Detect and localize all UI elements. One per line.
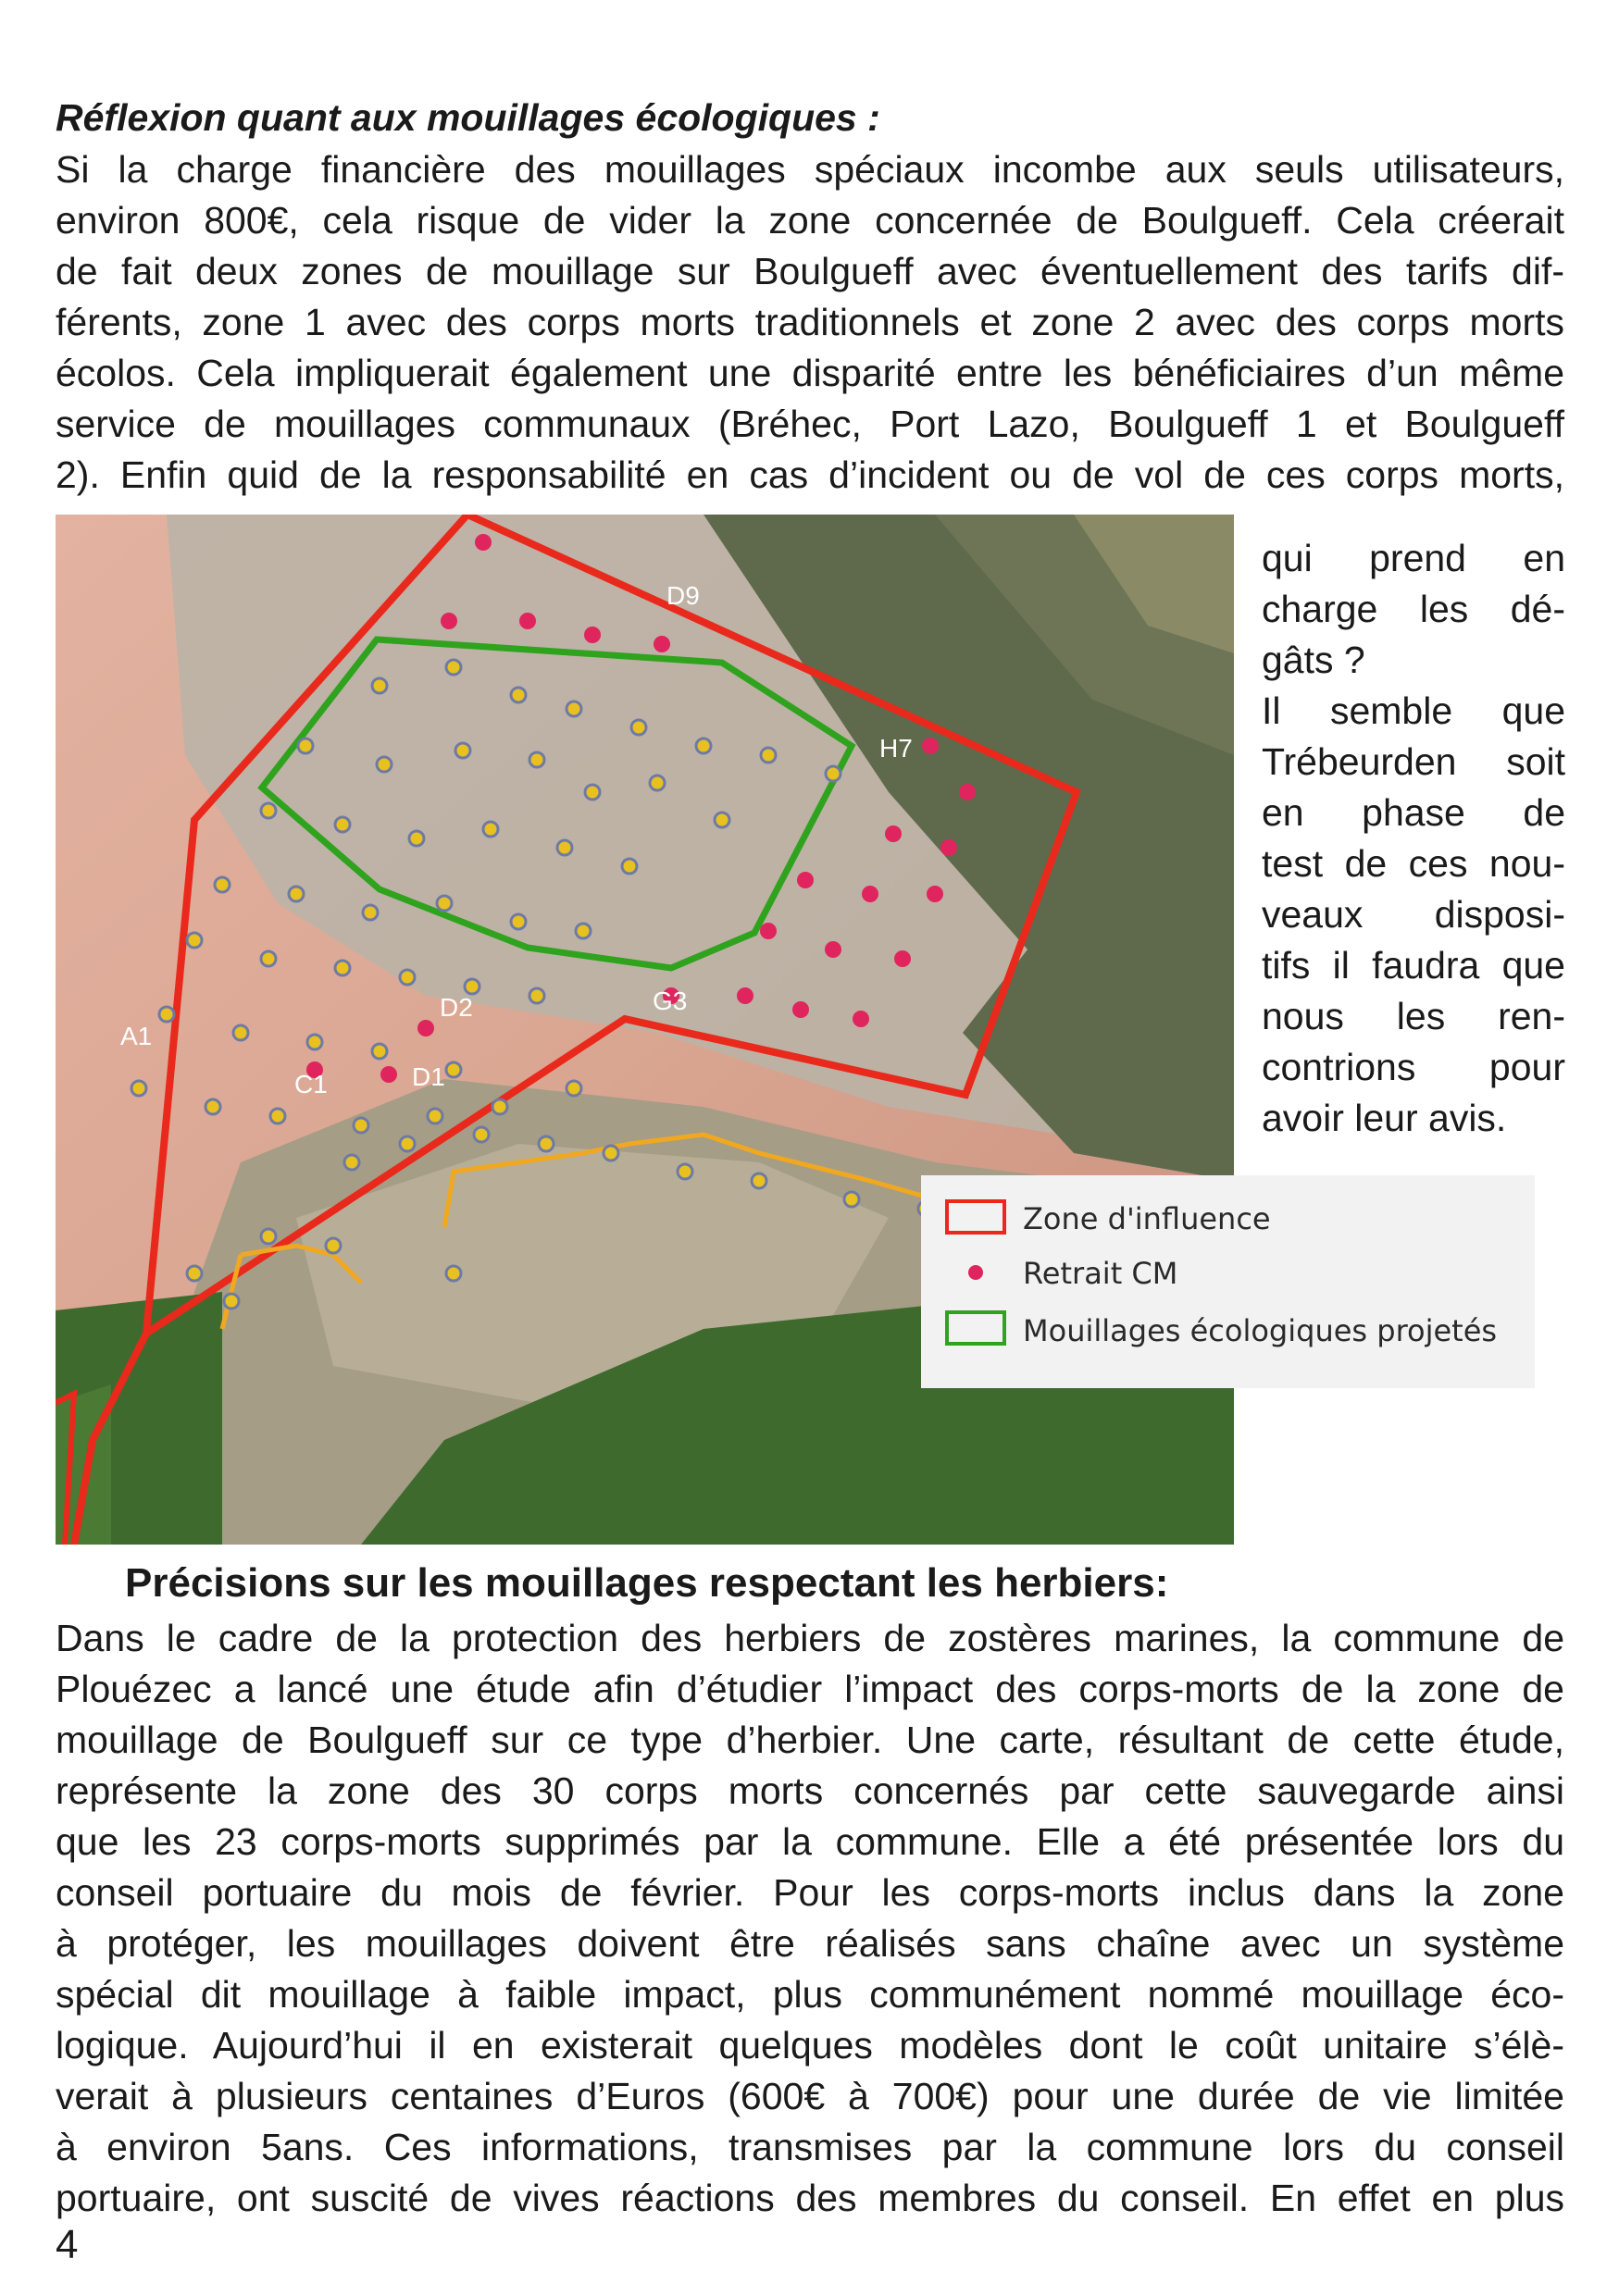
retrait-marker <box>380 1066 397 1083</box>
retrait-marker <box>862 886 878 902</box>
section-heading-ecological-moorings: Réflexion quant aux mouillages écologiques : <box>56 96 880 139</box>
retrait-marker <box>922 738 939 754</box>
retrait-marker <box>797 872 814 888</box>
retrait-marker <box>825 941 841 958</box>
mooring-buoy-marker <box>187 1266 202 1281</box>
mooring-buoy-marker <box>344 1155 359 1170</box>
legend-retrait-swatch <box>968 1265 983 1280</box>
paragraph-line: portuaire, ont suscité de vives réactions des membres du conseil. En effet en plus <box>56 2177 1564 2219</box>
mooring-buoy-marker <box>465 979 479 994</box>
mooring-buoy-marker <box>696 738 711 753</box>
paragraph-line: verait à plusieurs centaines d’Euros (600€ à 700€) pour une durée de vie limitée <box>56 2075 1564 2117</box>
mooring-buoy-marker <box>567 701 581 716</box>
side-text-line: tifs il faudra que <box>1262 944 1565 987</box>
mooring-buoy-marker <box>446 1062 461 1077</box>
paragraph-line: que les 23 corps-morts supprimés par la commune. Elle a été présentée lors du <box>56 1820 1564 1863</box>
mooring-buoy-marker <box>474 1127 489 1142</box>
mooring-buoy-marker <box>567 1081 581 1096</box>
mooring-buoy-marker <box>631 720 646 735</box>
mooring-buoy-marker <box>585 785 600 800</box>
paragraph-line: service de mouillages communaux (Bréhec, Port Lazo, Boulgueff 1 et Boulgueff <box>56 403 1564 445</box>
mooring-buoy-marker <box>261 951 276 966</box>
paragraph-line: environ 800€, cela risque de vider la zone concernée de Boulgueff. Cela créerait <box>56 199 1564 242</box>
map-label-h7: H7 <box>879 734 913 763</box>
mooring-buoy-marker <box>715 813 729 827</box>
page-number: 4 <box>56 2222 79 2267</box>
mooring-buoy-marker <box>215 877 230 892</box>
retrait-marker <box>737 987 753 1004</box>
mooring-buoy-marker <box>826 766 841 781</box>
mooring-buoy-marker <box>428 1109 442 1123</box>
mooring-buoy-marker <box>650 776 665 790</box>
retrait-marker <box>894 950 911 967</box>
mooring-buoy-marker <box>529 988 544 1003</box>
paragraph-line: Dans le cadre de la protection des herbiers de zostères marines, la commune de <box>56 1617 1564 1659</box>
mooring-buoy-marker <box>131 1081 146 1096</box>
side-text-line: avoir leur avis. <box>1262 1097 1507 1139</box>
mooring-buoy-marker <box>492 1099 507 1114</box>
mooring-buoy-marker <box>529 752 544 767</box>
mooring-buoy-marker <box>289 887 304 901</box>
mooring-buoy-marker <box>400 970 415 985</box>
paragraph-line: écolos. Cela impliquerait également une disparité entre les bénéficiaires d’un même <box>56 352 1564 394</box>
paragraph-line: Plouézec a lancé une étude afin d’étudier l’impact des corps-morts de la zone de <box>56 1668 1564 1710</box>
retrait-marker <box>441 613 457 629</box>
paragraph-line: 2). Enfin quid de la responsabilité en cas d’incident ou de vol de ces corps morts, <box>56 453 1564 496</box>
retrait-marker <box>584 627 601 643</box>
mooring-buoy-marker <box>335 817 350 832</box>
map-legend <box>921 1175 1535 1388</box>
mooring-buoy-marker <box>372 1044 387 1059</box>
mooring-buoy-marker <box>377 757 392 772</box>
mooring-buoy-marker <box>678 1164 692 1179</box>
mooring-buoy-marker <box>335 961 350 975</box>
mooring-buoy-marker <box>483 822 498 837</box>
retrait-marker <box>927 886 943 902</box>
legend-zone-label: Zone d'influence <box>1023 1201 1271 1236</box>
paragraph-line: spécial dit mouillage à faible impact, plus communément nommé mouillage éco- <box>56 1973 1564 2016</box>
retrait-marker <box>519 613 536 629</box>
mooring-buoy-marker <box>539 1136 554 1151</box>
mooring-buoy-marker <box>455 743 470 758</box>
mooring-buoy-marker <box>576 924 591 938</box>
paragraph-line: logique. Aujourd’hui il en existerait quelques modèles dont le coût unitaire s’élè- <box>56 2024 1564 2066</box>
mooring-buoy-marker <box>557 840 572 855</box>
paragraph-line: conseil portuaire du mois de février. Pour les corps-morts inclus dans la zone <box>56 1871 1564 1914</box>
paragraph-line: de fait deux zones de mouillage sur Boulgueff avec éventuellement des tarifs dif- <box>56 250 1564 292</box>
aerial-map <box>56 515 1234 1545</box>
retrait-marker <box>475 534 492 551</box>
section-heading-seagrass-moorings: Précisions sur les mouillages respectant les herbiers: <box>125 1560 1169 1606</box>
mooring-buoy-marker <box>224 1294 239 1309</box>
legend-retrait-label: Retrait CM <box>1023 1256 1178 1291</box>
mooring-buoy-marker <box>326 1238 341 1253</box>
mooring-buoy-marker <box>400 1136 415 1151</box>
side-text-line: gâts ? <box>1262 639 1365 681</box>
mooring-buoy-marker <box>354 1118 368 1133</box>
mooring-buoy-marker <box>511 914 526 929</box>
mooring-buoy-marker <box>307 1035 322 1049</box>
mooring-buoy-marker <box>409 831 424 846</box>
paragraph-line: Si la charge financière des mouillages spéciaux incombe aux seuls utilisateurs, <box>56 148 1564 191</box>
mooring-buoy-marker <box>604 1146 618 1160</box>
map-label-d2: D2 <box>440 993 473 1022</box>
map-label-a1: A1 <box>120 1022 153 1050</box>
retrait-marker <box>654 636 670 652</box>
side-text-line: Il semble que <box>1262 689 1565 732</box>
retrait-marker <box>959 784 976 800</box>
mooring-buoy-marker <box>261 1229 276 1244</box>
mooring-buoy-marker <box>205 1099 220 1114</box>
mooring-buoy-marker <box>446 660 461 675</box>
map-label-g3: G3 <box>653 987 688 1015</box>
mooring-buoy-marker <box>622 859 637 874</box>
mooring-buoy-marker <box>446 1266 461 1281</box>
side-text-line: veaux disposi- <box>1262 893 1565 936</box>
side-text-line: Trébeurden soit <box>1262 740 1565 783</box>
retrait-marker <box>940 839 957 856</box>
paragraph-line: férents, zone 1 avec des corps morts traditionnels et zone 2 avec des corps morts <box>56 301 1564 343</box>
side-text-line: test de ces nou- <box>1262 842 1565 885</box>
paragraph-line: représente la zone des 30 corps morts concernés par cette sauvegarde ainsi <box>56 1769 1564 1812</box>
side-text-line: qui prend en <box>1262 537 1565 579</box>
paragraph-line: à protéger, les mouillages doivent être réalisés sans chaîne avec un système <box>56 1922 1564 1965</box>
paragraph-line: à environ 5ans. Ces informations, transmises par la commune lors du conseil <box>56 2126 1564 2168</box>
retrait-marker <box>417 1020 434 1036</box>
side-text-line: nous les ren- <box>1262 995 1565 1037</box>
retrait-marker <box>853 1011 869 1027</box>
map-label-c1: C1 <box>294 1070 328 1098</box>
map-label-d1: D1 <box>412 1062 445 1091</box>
mooring-buoy-marker <box>761 748 776 763</box>
paragraph-line: mouillage de Boulgueff sur ce type d’herbier. Une carte, résultant de cette étude, <box>56 1719 1564 1761</box>
mooring-buoy-marker <box>372 678 387 693</box>
side-text-line: charge les dé- <box>1262 588 1565 630</box>
mooring-buoy-marker <box>752 1173 766 1188</box>
map-label-d9: D9 <box>666 581 700 610</box>
retrait-marker <box>885 825 902 842</box>
side-text-line: en phase de <box>1262 791 1565 834</box>
mooring-buoy-marker <box>437 896 452 911</box>
retrait-marker <box>760 923 777 939</box>
mooring-buoy-marker <box>233 1025 248 1040</box>
legend-eco-label: Mouillages écologiques projetés <box>1023 1313 1498 1348</box>
mooring-buoy-marker <box>261 803 276 818</box>
mooring-buoy-marker <box>844 1192 859 1207</box>
mooring-buoy-marker <box>187 933 202 948</box>
retrait-marker <box>792 1001 809 1018</box>
mooring-buoy-marker <box>363 905 378 920</box>
mooring-buoy-marker <box>159 1007 174 1022</box>
mooring-buoy-marker <box>511 688 526 702</box>
mooring-buoy-marker <box>270 1109 285 1123</box>
mooring-buoy-marker <box>298 738 313 753</box>
side-text-line: contrions pour <box>1262 1046 1565 1088</box>
